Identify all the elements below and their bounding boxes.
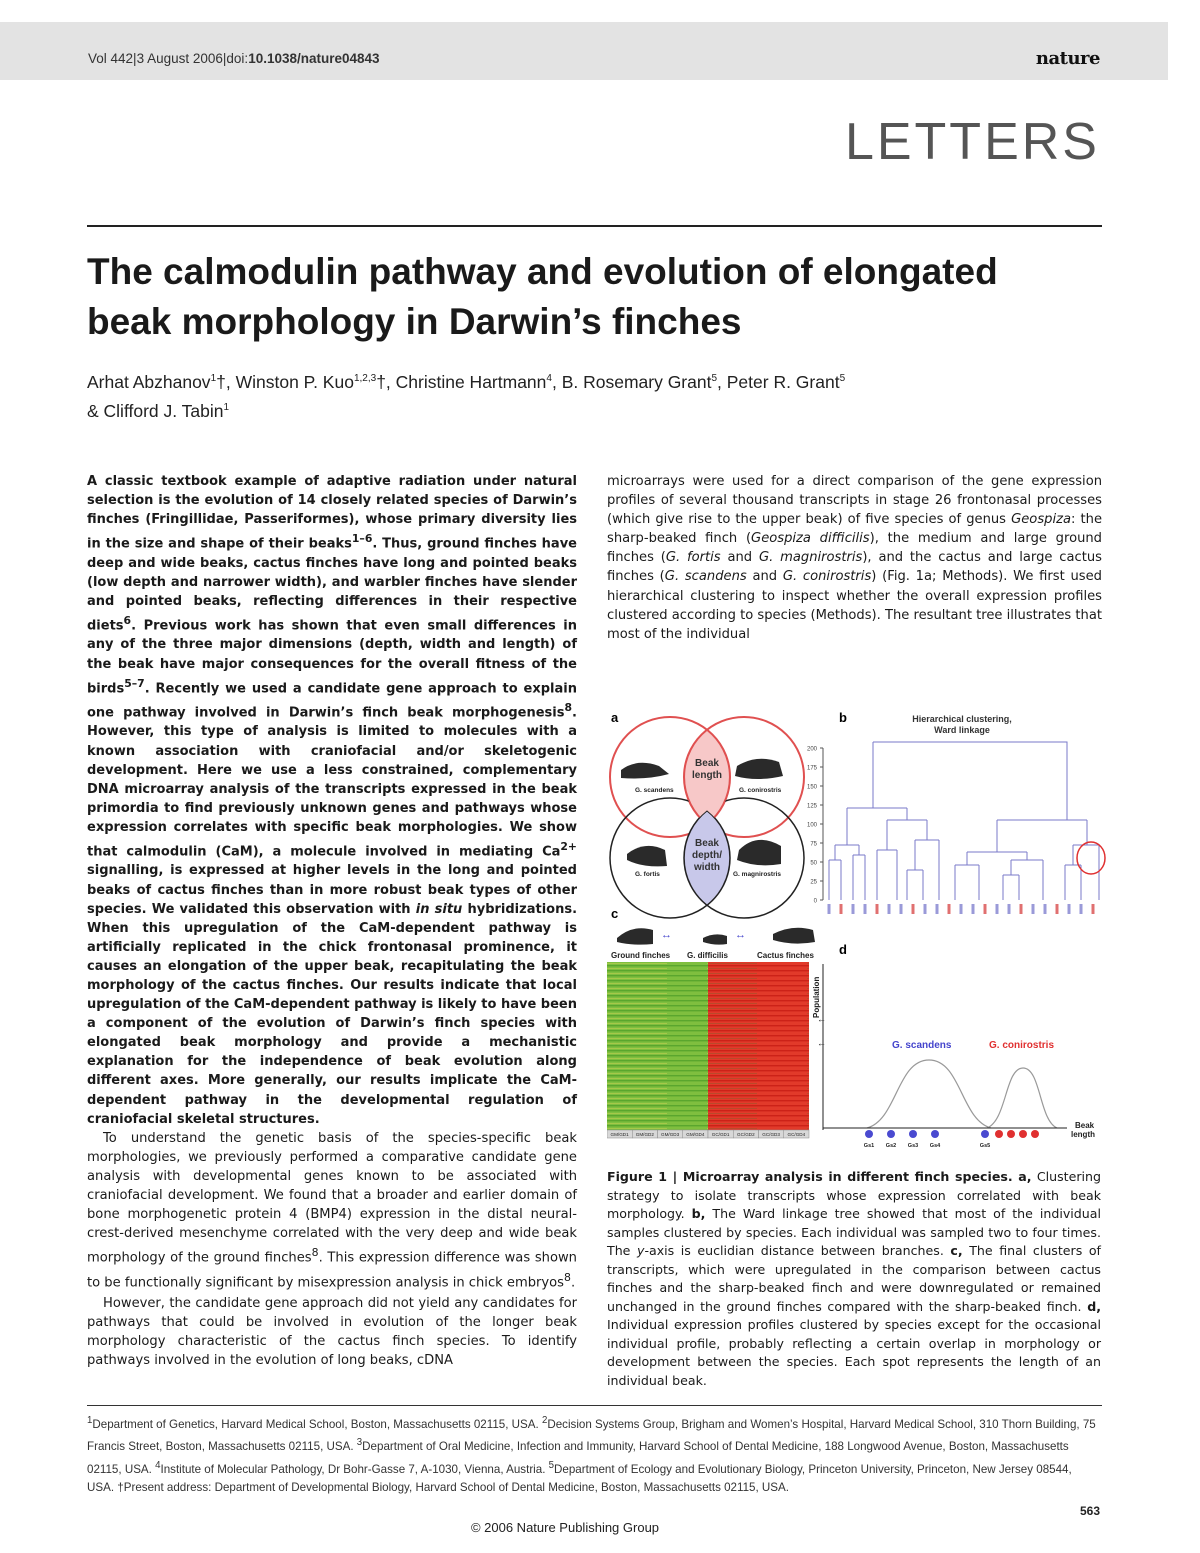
dendrogram-tree [829,742,1099,900]
bird-head-scandens [621,763,669,779]
dendro-leaf [852,904,855,914]
heatmap-label-cactus: Cactus finches [757,951,814,960]
dendro-highlight-circle [1077,842,1105,874]
dendro-leaf-mark [888,904,891,914]
left-column [87,472,577,1371]
d-label-scandens: G. scandens [892,1040,952,1051]
arrow-left: ↔ [661,929,672,941]
dendro-tick-label: 25 [810,879,817,886]
dendro-leaf [912,904,915,914]
citation-line: Vol 442|3 August 2006|doi:10.1038/nature04843 [88,51,380,66]
figure-caption: Figure 1 | Microarray analysis in different finch species. a, Clustering strategy to isolate transcripts whose expression correlated with beak morphology. b, The Ward linkage tree showed that most of the individual samples clustered by species. Each individual was sampled two to four times. The y-axis is euclidian distance between branches. c, The final clusters of transcripts, which were upregulated in the comparison between cactus finches and the sharp-beaked finch and were downregulated or remained unchanged in the ground finches compared with the sharp-beaked finch. d, Individual expression profiles clustered by species except for the occasional individual profile, probably reflecting a certain overlap in morphology or development between the species. Each spot represents the length of an individual beak. [607,1169,1101,1388]
dendro-tick-label: 125 [806,803,817,810]
dendro-leaf [828,904,831,914]
heatmap-col-label: GM/GD3 [661,1132,680,1137]
dendro-leaf [996,904,999,914]
heatmap-col-label: GM/GD1 [610,1132,629,1137]
dendro-leaf [984,904,987,914]
heatmap-col-label: GM/GD2 [635,1132,654,1137]
heatmap-col-label: GC/GD4 [787,1132,806,1137]
heatmap-green-block [607,962,708,1130]
right-column-text [607,472,1102,644]
volume: Vol 442 [88,51,134,66]
page-number: 563 [1079,1504,1100,1518]
dendro-left-branch [847,742,907,845]
dendro-leaf-mark [1044,904,1047,914]
dendro-leaf-mark [1056,904,1059,914]
d-dot-scandens [865,1130,873,1138]
dendro-tick-label: 0 [813,898,817,905]
d-dot-label: Gs4 [929,1143,941,1149]
dendro-leaf [1032,904,1035,914]
dendro-leaf-mark [1032,904,1035,914]
dendro-leaf-mark [900,904,903,914]
d-dot-label: Gs5 [979,1143,991,1149]
d-dot-row [864,1130,1039,1149]
dendro-right-sub-2 [1065,845,1099,900]
dendro-tick-label: 200 [806,746,817,753]
affiliations: $^1$Department of Genetics, Harvard Medical School, Boston, Massachusetts 02115, USA. $^2$Decision Systems Group, Brigham and Women’s Hospital, Harvard Medical School, 310 Thorn Building, 75 Francis Street, Boston, Massachusetts 02115, USA. $^3$Department of Oral Medicine, Infection and Immunity, Harvard School of Dental Medicine, 188 Longwood Avenue, Boston, Massachusetts 02115, USA. $^4$Institute of Molecular Pathology, Dr Bohr-Gasse 7, A-1030, Vienna, Austria. $^5$Department of Ecology and Evolutionary Biology, Princeton University, Princeton, New Jersey 08544, USA. †Present address: Department of Developmental Biology, Harvard School of Dental Medicine, Boston, Massachusetts 02115, USA. [87,1415,1096,1495]
dendrogram-title: Hierarchical clustering, Ward linkage [912,714,1012,735]
heatmap-col-label: GC/GD3 [762,1132,780,1137]
d-dot-scandens [887,1130,895,1138]
dendro-leaf-mark [972,904,975,914]
dendro-leaf [876,904,879,914]
heatmap-column-labels [607,1130,809,1138]
body-paragraph-3: microarrays were used for a direct comparison of the gene expression profiles of several thousand transcripts in stage 26 frontonasal processes (which give rise to the upper beak) of five species of genus Geospiza: the sharp-beaked finch (Geospiza difficilis), the medium and large ground finches (G. fortis and G. magnirostris), and the cactus and large cactus finches (G. scandens and G. conirostris) (Fig. 1a; Methods). We first used hierarchical clustering to inspect whether the overall expression profiles clustered according to species (Methods). The resultant tree illustrates that most of the individual [607,474,1102,642]
dendro-leaf [864,904,867,914]
d-dot-conirostris [1007,1130,1015,1138]
dendrogram-y-axis [807,747,823,905]
dendro-leaf-mark [876,904,879,914]
figure-1 [607,700,1107,1158]
dendro-leaf [948,904,951,914]
dendro-leaf-mark [948,904,951,914]
d-label-conirostris: G. conirostris [989,1040,1055,1051]
dendro-leaf-mark [1068,904,1071,914]
dendro-left-sub-2 [853,855,865,900]
abstract: A classic textbook example of adaptive radiation under natural selection is the evolution of 14 closely related species of Darwin’s finches (Fringillidae, Passeriformes), whose primary diversity lies in the size and shape of their beaks$^{1-6}$. Thus, ground finches have deep and wide beaks, cactus finches have long and pointed beaks (low depth and narrower width), and warbler finches have slender and pointed beaks, reflecting differences in their respective diets$^6$. Previous work has shown that even small differences in any of the three major dimensions (depth, width and length) of the beak have major consequences for the overall fitness of the birds$^{5-7}$. Recently we used a candidate gene approach to explain one pathway involved in Darwin’s finch beak morphogenesis$^8$. However, this type of analysis is limited to molecules with a known association with craniofacial and/or skeletogenic development. Here we use a less constrained, complementary DNA microarray analysis of the transcripts expressed in the beak primordia to find previously unknown genes and pathways whose expression correlates with specific beak morphologies. We show that calmodulin (CaM), a molecule involved in mediating $Ca^{2+}$ signalling, is expressed at higher levels in the long and pointed beaks of cactus finches than in more robust beak types of other species. We validated this observation with in situ hybridizations. When this upregulation of the CaM-dependent pathway is artificially replicated in the chick frontonasal prominence, it causes an elongation of the upper beak, recapitulating the beak morphology of the cactus finches. Our results indicate that local upregulation of the CaM-dependent pathway is likely to have been a component of the evolution of Darwin’s finch species with elongated beak morphology and provide a mechanistic explanation for the independence of beak evolution along different axes. More generally, our results implicate the CaM-dependent pathway in the developmental regulation of craniofacial skeletal structures. [87,474,578,1127]
dendro-root [873,742,1067,748]
dendro-leaf-mark [912,904,915,914]
d-curve-conirostris [987,1068,1057,1128]
doi-prefix: doi: [226,51,249,66]
dendro-left-sub-3 [877,820,939,900]
d-y-label: Population [812,976,821,1018]
arrow-right: ↔ [735,929,746,941]
d-dot-scandens [931,1130,939,1138]
dendro-leaf-mark [840,904,843,914]
dendro-tick-label: 100 [806,822,817,829]
venn-diagram [610,717,804,918]
dendro-leaf-mark [864,904,867,914]
dendrogram-leaf-labels [828,904,1095,914]
heatmap-col-label: GC/GD1 [711,1132,730,1137]
dendro-leaf-mark [924,904,927,914]
author-list: Arhat Abzhanov$^1$†, Winston P. Kuo$^{1,2,3}$†, Christine Hartmann$^4$, B. Rosemary Grant$^5$, Peter R. Grant$^5$ & Clifford J. Tabin$^1$ [87,371,846,421]
article-title [87,247,1117,347]
dendro-leaf-mark [984,904,987,914]
dendro-leaf [972,904,975,914]
heatmap-label-difficilis: G. difficilis [687,951,728,960]
d-dot-conirostris [1019,1130,1027,1138]
dendro-right-sub-1 [955,852,1043,900]
bird-head-difficilis [703,934,727,944]
bird-head-cactus [773,928,815,944]
d-dot-scandens [909,1130,917,1138]
dendro-leaf [840,904,843,914]
dendro-leaf [936,904,939,914]
dendro-leaf [924,904,927,914]
footnote-rule [87,1405,1102,1406]
dendro-leaf [1092,904,1095,914]
dendro-leaf-mark [996,904,999,914]
dendro-leaf [1068,904,1071,914]
bird-head-fortis [627,846,667,867]
dendro-leaf [1008,904,1011,914]
d-dot-conirostris [1031,1130,1039,1138]
d-dot-label: Gs3 [907,1143,919,1149]
dendro-leaf [888,904,891,914]
heatmap-col-label: GM/GD4 [686,1132,705,1137]
dendro-tick-label: 150 [806,784,817,791]
title-rule [87,225,1102,227]
panel-c-label: c [611,906,619,921]
dendro-leaf-mark [960,904,963,914]
dendro-leaf [1080,904,1083,914]
panel-d-label: d [839,942,847,957]
dendro-right-branch [997,748,1087,852]
bird-label-conirostris: G. conirostris [739,787,782,794]
dendro-tick-label: 75 [810,841,817,848]
panel-a-label: a [611,710,619,725]
dendro-leaf [960,904,963,914]
dendro-leaf [900,904,903,914]
bird-head-conirostris [735,759,783,779]
dendro-left-sub-1 [829,845,859,900]
body-paragraph-1: To understand the genetic basis of the species-specific beak morphologies, we previously performed a comparative candidate gene analysis with developmental genes known to be associated with craniofacial development. We found that a broader and earlier domain of bone morphogenetic protein 4 (BMP4) expression in the distal neural-crest-derived mesenchyme correlated with the very deep and wide beak morphology of the ground finches$^8$. This expression difference was shown to be functionally significant by misexpression analysis in chick embryos$^8$. [87,1130,577,1291]
title-line-1: The calmodulin pathway and evolution of elongated [87,251,998,292]
heatmap-col-label: GC/GD2 [737,1132,755,1137]
journal-logo: nature [1035,48,1100,69]
dendro-leaf-mark [936,904,939,914]
d-arrow-1: ← [817,1014,826,1024]
doi: 10.1038/nature04843 [248,51,380,66]
panel-b-label: b [839,710,847,725]
dendro-leaf-mark [1080,904,1083,914]
d-dot-label: Gs1 [863,1143,875,1149]
d-dot-conirostris [995,1130,1003,1138]
venn-top-label: Beak length [692,758,722,781]
dendro-leaf-mark [852,904,855,914]
dendro-leaf-mark [1008,904,1011,914]
heatmap-red-block [708,962,809,1130]
dendro-leaf [1044,904,1047,914]
d-dot-label: Gs2 [885,1143,897,1149]
d-arrow-2: ← [817,1038,826,1048]
dendro-leaf-mark [828,904,831,914]
dendro-leaf [1020,904,1023,914]
d-curve-scandens [867,1060,991,1128]
bird-label-magnirostris: G. magnirostris [733,871,782,878]
d-dot-scandens [981,1130,989,1138]
section-heading: LETTERS [844,113,1100,171]
bird-head-ground [617,928,653,944]
bird-label-scandens: G. scandens [635,787,674,794]
bird-head-magnirostris [737,840,781,865]
dendro-tick-label: 50 [810,860,817,867]
title-line-2: beak morphology in Darwin’s finches [87,301,742,342]
bird-label-fortis: G. fortis [635,871,660,878]
heatmap-label-ground: Ground finches [611,951,671,960]
venn-bottom-label: Beak depth/ width [692,838,722,873]
copyright-line: © 2006 Nature Publishing Group [470,1520,660,1535]
dendro-tick-label: 175 [806,765,817,772]
dendro-leaf [1056,904,1059,914]
dendro-leaf-mark [1092,904,1095,914]
dendro-leaf-mark [1020,904,1023,914]
body-paragraph-2: However, the candidate gene approach did not yield any candidates for pathways that could be involved in evolution of the longer beak morphology characteristic of the cactus finch species. To identify pathways involved in the evolution of long beaks, cDNA [87,1296,577,1369]
issue-date: 3 August 2006 [136,51,223,66]
d-x-label: Beak length [1071,1121,1095,1139]
